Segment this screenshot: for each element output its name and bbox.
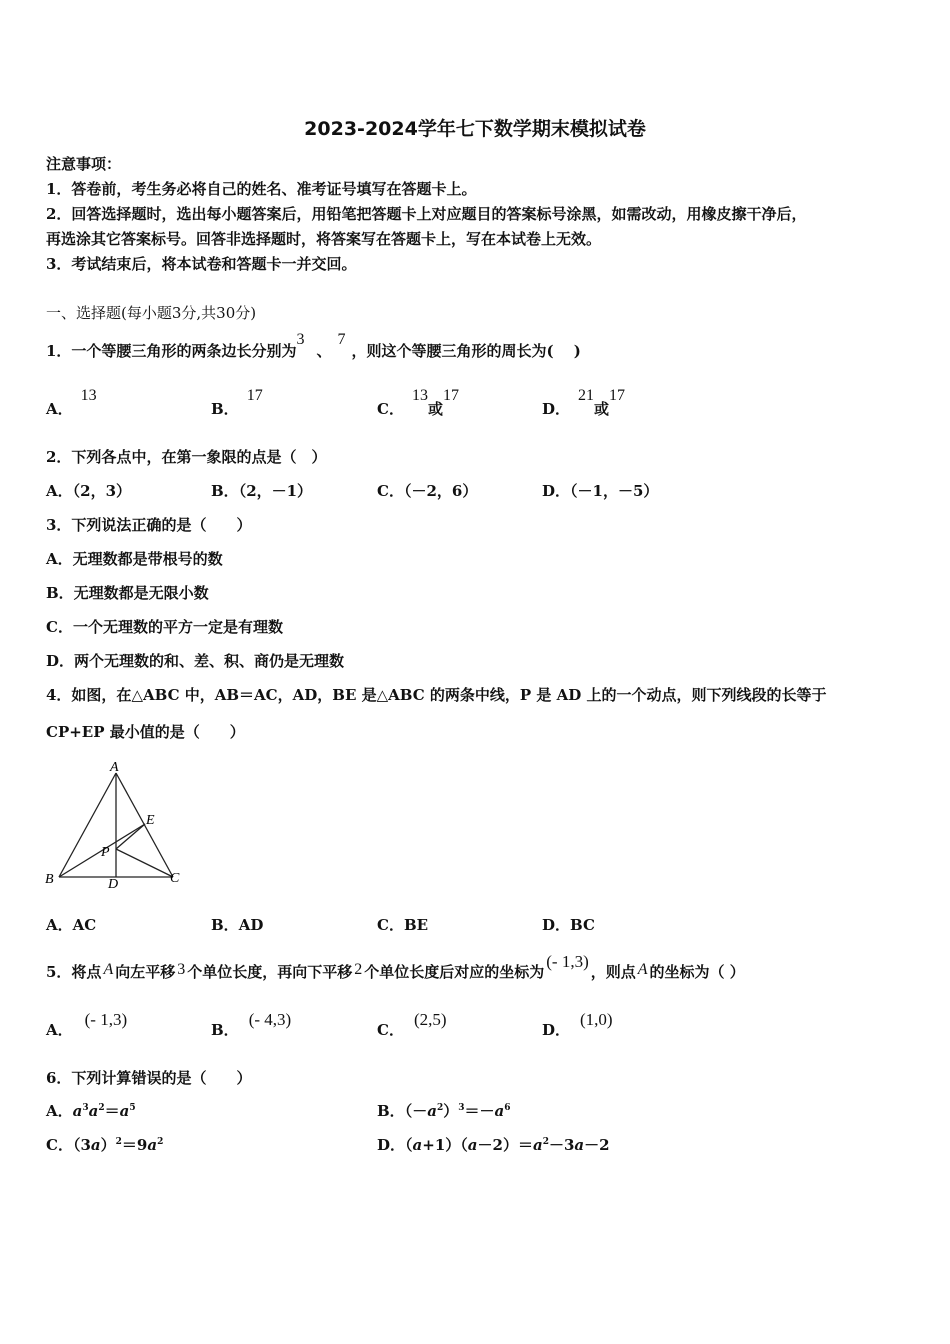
q1-option-a[interactable]: A．13: [46, 387, 97, 418]
triangle-figure: [40, 756, 200, 896]
q1-stem-text: 1．一个等腰三角形的两条边长分别为: [46, 342, 297, 360]
q5-option-d[interactable]: D．(1,0): [542, 1010, 613, 1039]
q5-option-b[interactable]: B．(- 4,3): [211, 1010, 292, 1039]
q1-value-1: 3: [296, 331, 305, 348]
q4-stem: 4．如图，在△ABC 中，AB＝AC，AD，BE 是△ABC 的两条中线，P 是 AD 上的一个动点，则下列线段的长等于: [46, 686, 827, 704]
q6-option-b[interactable]: B．$(-a^2)^3=-a^6$: [377, 1102, 511, 1120]
label-b: B: [45, 872, 54, 887]
q4-option-b[interactable]: B．AD: [211, 916, 264, 934]
q4-option-d[interactable]: D．BC: [542, 916, 595, 934]
q5-option-c[interactable]: C．(2,5): [377, 1010, 447, 1039]
q5-stem: 5．将点 A 向左平移 3 个单位长度，再向下平移 2 个单位长度后对应的坐标为(- 1,3)，则点 A 的坐标为（ ）: [46, 952, 745, 981]
label-a: A: [110, 760, 119, 775]
q3-stem: 3．下列说法正确的是（ ）: [46, 516, 252, 534]
q1-stem: [46, 331, 581, 361]
q6-option-d[interactable]: D．$(a+1)(a-2)=a^2-3a-2$: [377, 1136, 610, 1154]
q6-option-c[interactable]: C．$(3a)^2=9a^2$: [46, 1136, 164, 1154]
line-ab: [59, 773, 116, 877]
label-c: C: [170, 871, 180, 886]
notice-heading: 注意事项：: [46, 155, 122, 173]
q1-option-b[interactable]: B．17: [211, 387, 263, 418]
label-d: D: [108, 877, 119, 892]
q1-option-d[interactable]: D．21或17: [542, 387, 626, 418]
page-title: 2023-2024学年七下数学期末模拟试卷: [304, 118, 646, 140]
q1-option-c[interactable]: C．13或17: [377, 387, 459, 418]
q3-option-b[interactable]: B．无理数都是无限小数: [46, 584, 209, 602]
q2-option-b[interactable]: B．（2，－1）: [211, 482, 313, 500]
q3-option-d[interactable]: D．两个无理数的和、差、积、商仍是无理数: [46, 652, 345, 670]
q1-value-2: 7: [337, 331, 346, 348]
q3-option-a[interactable]: A．无理数都是带根号的数: [46, 550, 223, 568]
q1-stem-tail: ，则这个等腰三角形的周长为( ): [351, 342, 581, 360]
q1-sep: 、: [316, 342, 332, 360]
q4-option-a[interactable]: A．AC: [46, 916, 97, 934]
label-e: E: [146, 813, 155, 828]
line-pc: [116, 849, 173, 877]
q5-option-a[interactable]: A．(- 1,3): [46, 1010, 128, 1039]
q3-option-c[interactable]: C．一个无理数的平方一定是有理数: [46, 618, 283, 636]
q2-option-d[interactable]: D．（－1，－5）: [542, 482, 659, 500]
notice-item: 再选涂其它答案标号。回答非选择题时，将答案写在答题卡上，写在本试卷上无效。: [46, 230, 602, 248]
q2-option-c[interactable]: C．（－2，6）: [377, 482, 478, 500]
line-pe: [116, 824, 145, 849]
label-p: P: [101, 845, 110, 860]
q6-option-a[interactable]: A．$a^3a^2=a^5$: [46, 1102, 136, 1120]
q2-stem: 2．下列各点中，在第一象限的点是（ ）: [46, 448, 327, 466]
notice-item: 1．答卷前，考生务必将自己的姓名、准考证号填写在答题卡上。: [46, 180, 477, 198]
q4-option-c[interactable]: C．BE: [377, 916, 429, 934]
section-heading: 一、选择题(每小题3分,共30分): [46, 304, 257, 322]
q2-option-a[interactable]: A．（2，3）: [46, 482, 132, 500]
q4-stem-line2: CP+EP 最小值的是（ ）: [46, 723, 245, 741]
notice-item: 2．回答选择题时，选出每小题答案后，用铅笔把答题卡上对应题目的答案标号涂黑，如需改动，用橡皮擦干净后，: [46, 205, 807, 223]
notice-item: 3．考试结束后，将本试卷和答题卡一并交回。: [46, 255, 357, 273]
q6-stem: 6．下列计算错误的是（ ）: [46, 1069, 252, 1087]
